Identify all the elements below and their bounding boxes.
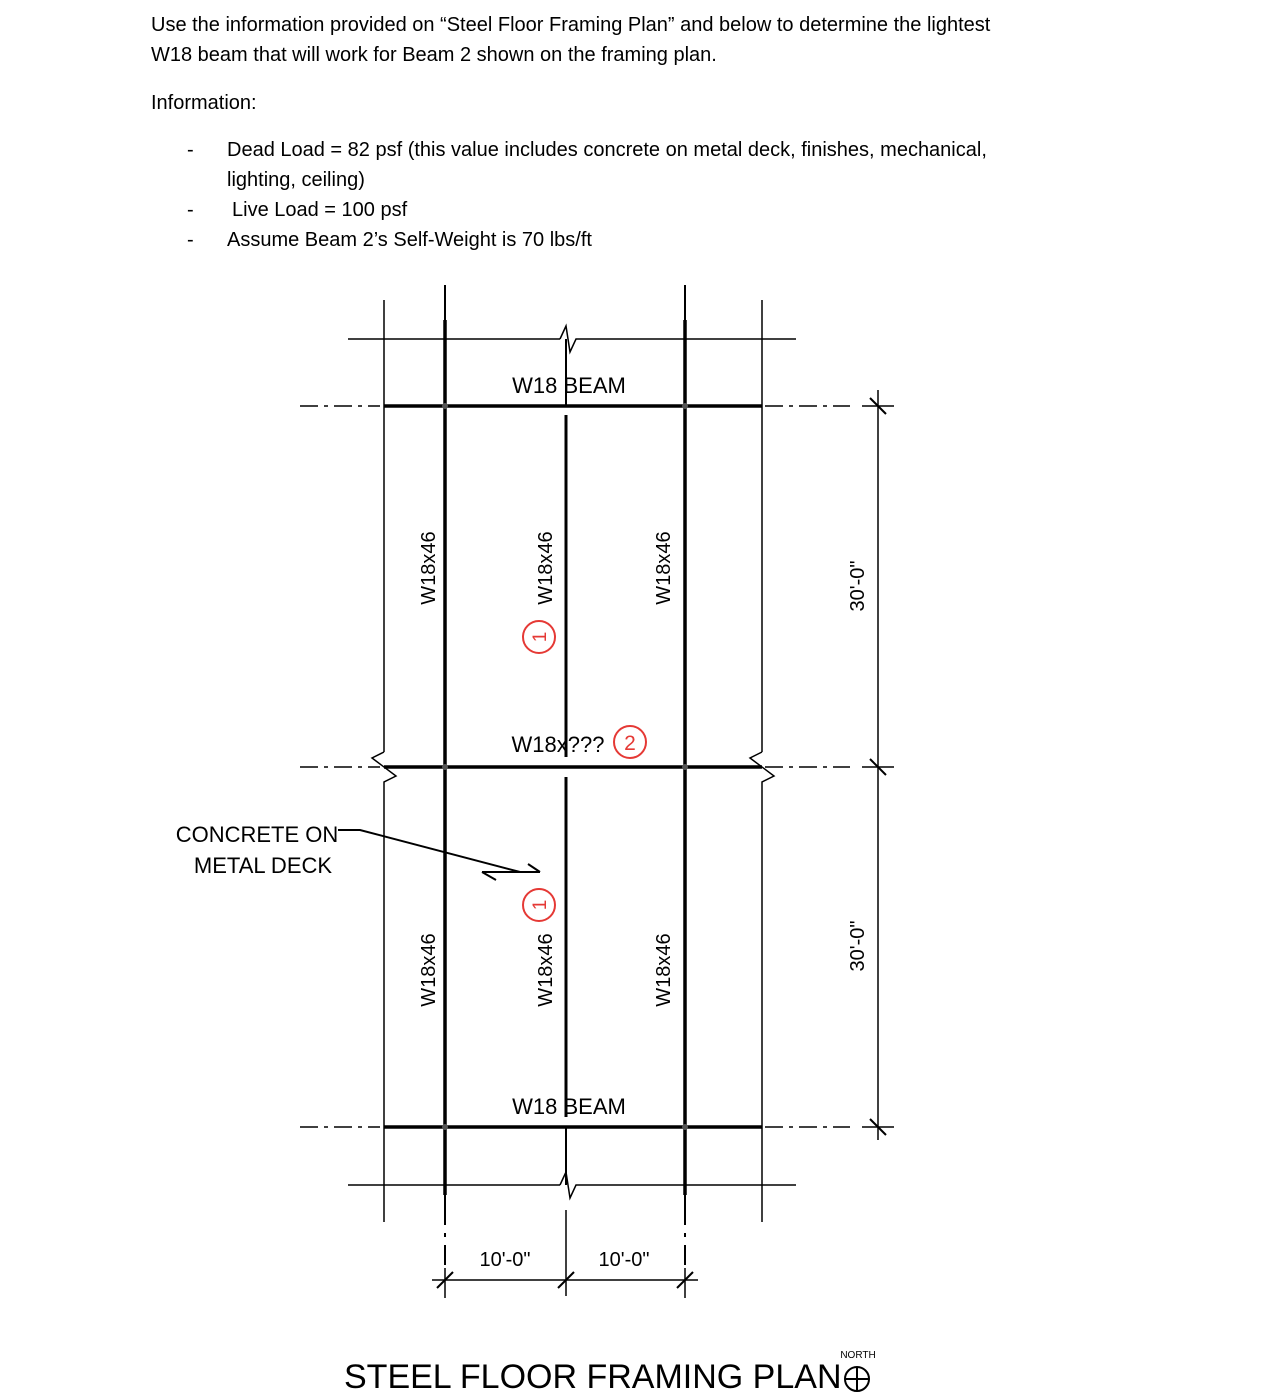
beam-2-tag — [614, 726, 646, 758]
slab-edge-top-break — [560, 326, 796, 352]
plan-linework — [300, 285, 894, 1298]
dead-load-line-2: lighting, ceiling) — [227, 169, 365, 191]
slab-edge-bottom-break — [560, 1172, 796, 1198]
bullet-dash: - — [187, 139, 194, 161]
slab-edge-right-break — [750, 752, 774, 1222]
girder-label: W18x46 — [653, 531, 675, 605]
bullet-dash: - — [187, 229, 194, 251]
deck-label-line-1: CONCRETE ON — [175, 822, 339, 847]
information-heading: Information: — [151, 92, 257, 114]
self-weight-line: Assume Beam 2’s Self-Weight is 70 lbs/ft — [227, 229, 592, 251]
beam-1-tag-top — [523, 621, 555, 653]
girder-label: W18x46 — [535, 933, 557, 1007]
deck-leader-line — [338, 830, 520, 872]
live-load-line: Live Load = 100 psf — [232, 199, 408, 221]
bullet-dash: - — [187, 199, 194, 221]
horizontal-dimension-right: 10'-0" — [598, 1249, 650, 1271]
deck-span-arrow — [482, 864, 540, 880]
girder-label: W18x46 — [418, 933, 440, 1007]
bottom-beam-label: W18 BEAM — [512, 1094, 626, 1119]
girder-label: W18x46 — [653, 933, 675, 1007]
intro-line-1: Use the information provided on “Steel Floor Framing Plan” and below to determine the lightest — [151, 14, 991, 36]
vertical-dimension-bottom: 30'-0" — [847, 920, 869, 972]
girder-label: W18x46 — [418, 531, 440, 605]
plan-title: STEEL FLOOR FRAMING PLAN — [344, 1358, 842, 1396]
vertical-dimension-top: 30'-0" — [847, 560, 869, 612]
north-label: NORTH — [840, 1350, 876, 1361]
horizontal-dimension-left: 10'-0" — [479, 1249, 531, 1271]
girder-label: W18x46 — [535, 531, 557, 605]
beam-2-tag-number: 2 — [624, 732, 636, 755]
dead-load-line-1: Dead Load = 82 psf (this value includes concrete on metal deck, finishes, mechanical, — [227, 139, 987, 161]
beam-2-label: W18x??? — [511, 732, 605, 757]
slab-edge-left-break — [372, 752, 396, 1222]
north-arrow-icon — [845, 1367, 869, 1391]
beam-1-tag-number: 1 — [530, 899, 551, 911]
beam-1-tag-bottom — [523, 889, 555, 921]
beam-1-tag-number: 1 — [530, 631, 551, 643]
top-beam-label: W18 BEAM — [512, 373, 626, 398]
intro-line-2: W18 beam that will work for Beam 2 shown on the framing plan. — [151, 44, 717, 66]
deck-label-line-2: METAL DECK — [193, 853, 333, 878]
